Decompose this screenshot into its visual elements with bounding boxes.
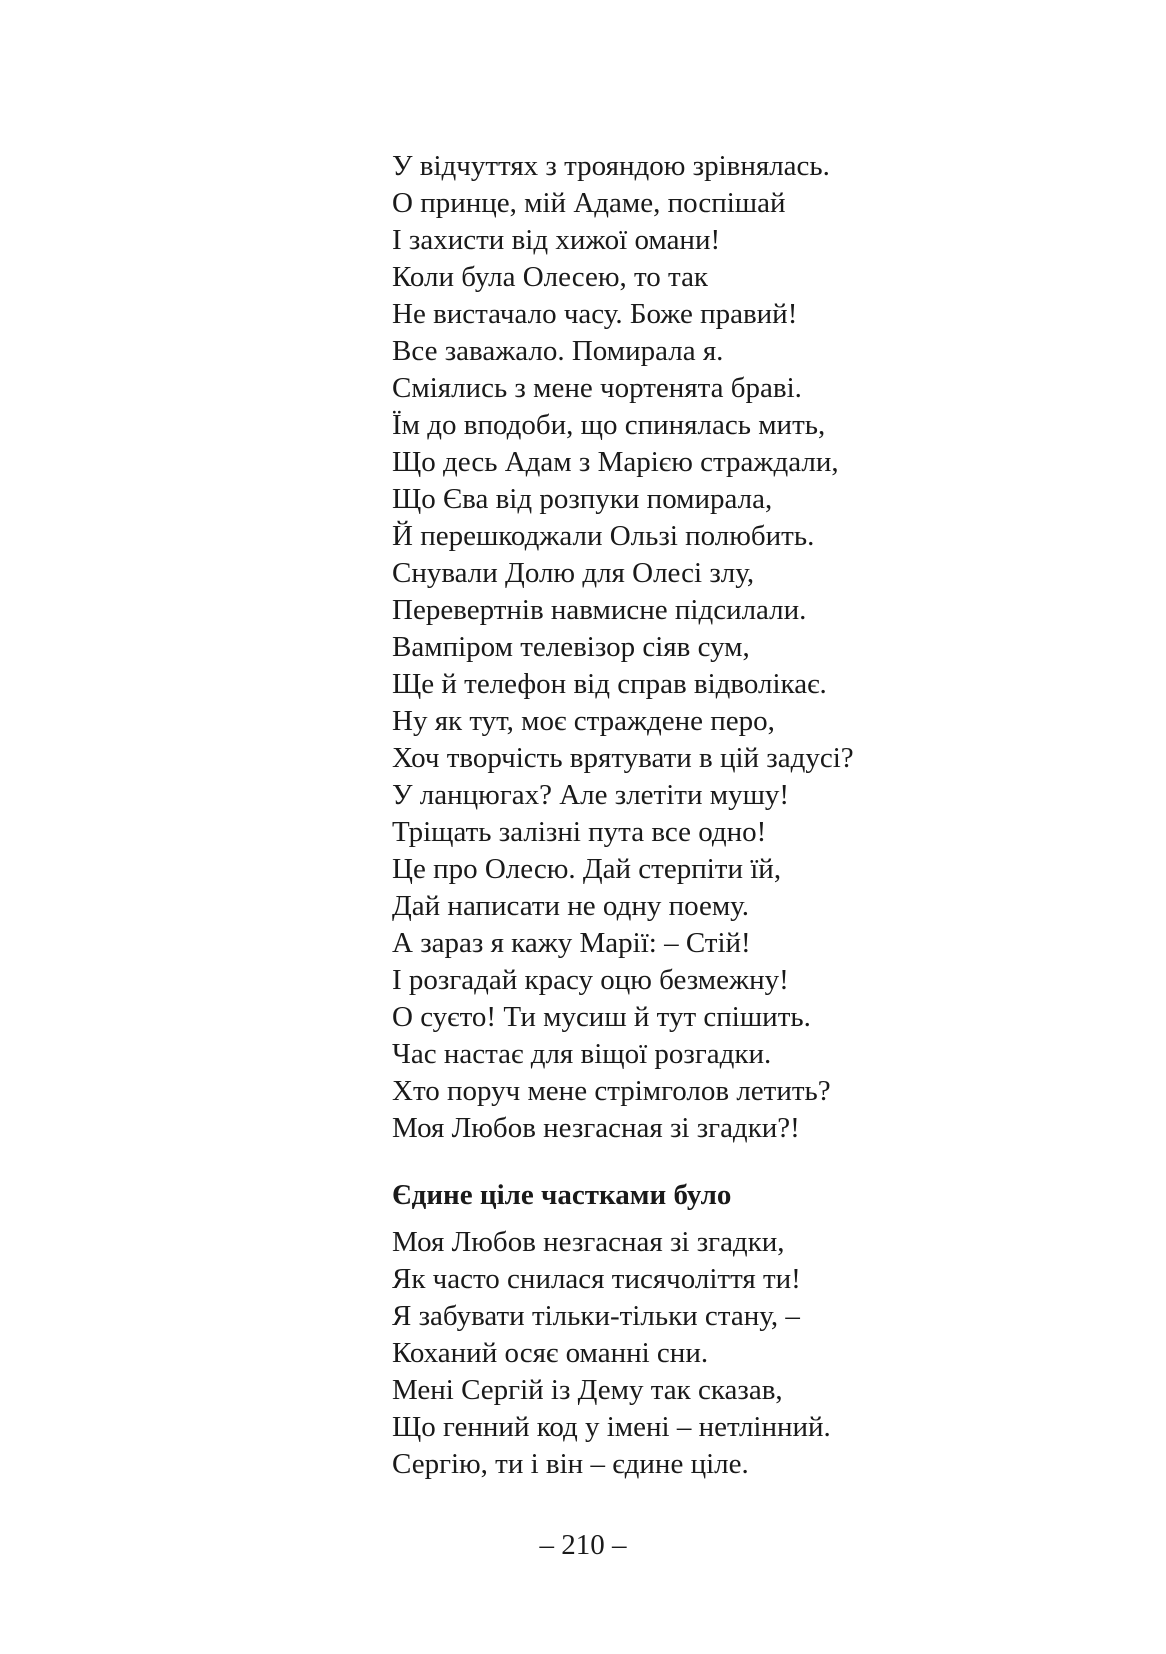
page-number: – 210 – — [539, 1529, 627, 1561]
text-block — [392, 148, 1012, 1483]
poem-line: Ну як тут, моє страждене перо, — [392, 705, 775, 737]
poem-line: Моя Любов незгасная зі згадки, — [392, 1226, 785, 1258]
poem-line: Їм до вподоби, що спинялась мить, — [392, 409, 826, 441]
poem-line: Як часто снилася тисячоліття ти! — [392, 1263, 801, 1295]
poem-line: Сергію, ти і він – єдине ціле. — [392, 1448, 749, 1480]
poem-line: Коли була Олесею, то так — [392, 261, 709, 293]
poem-line: Вампіром телевізор сіяв сум, — [392, 631, 750, 663]
poem-line: О суєто! Ти мусиш й тут спішить. — [392, 1001, 811, 1033]
poem-line: І розгадай красу оцю безмежну! — [392, 964, 789, 996]
poem-line: Я забувати тільки-тільки стану, – — [392, 1300, 800, 1332]
poem-line: Що Єва від розпуки помирала, — [392, 483, 773, 515]
poem-line: Що генний код у імені – нетлінний. — [392, 1411, 831, 1443]
poem-line: Все заважало. Помирала я. — [392, 335, 724, 367]
poem-line: Моя Любов незгасная зі згадки?! — [392, 1112, 800, 1144]
poem-line: І захисти від хижої омани! — [392, 224, 721, 256]
poem-body — [392, 1224, 1012, 1483]
poem-line: Мені Сергій із Дему так сказав, — [392, 1374, 783, 1406]
poem-line: Час настає для віщої розгадки. — [392, 1038, 772, 1070]
poem-line: Й перешкоджали Ользі полюбить. — [392, 520, 815, 552]
poem-continuation — [392, 148, 1012, 1147]
poem-line: Не вистачало часу. Боже правий! — [392, 298, 798, 330]
poem-line: Що десь Адам з Марією страждали, — [392, 446, 839, 478]
poem-line: Сміялись з мене чортенята браві. — [392, 372, 802, 404]
poem-line: О принце, мій Адаме, поспішай — [392, 187, 786, 219]
poem-line: Ще й телефон від справ відволікає. — [392, 668, 827, 700]
poem-line: Тріщать залізні пута все одно! — [392, 816, 767, 848]
poem-line: У відчуттях з трояндою зрівнялась. — [392, 150, 830, 182]
poem-line: Перевертнів навмисне підсилали. — [392, 594, 807, 626]
poem-line: Коханий осяє оманні сни. — [392, 1337, 709, 1369]
poem-line: Хто поруч мене стрімголов летить? — [392, 1075, 831, 1107]
poem-line: У ланцюгах? Але злетіти мушу! — [392, 779, 790, 811]
poem-line: Це про Олесю. Дай стерпіти їй, — [392, 853, 782, 885]
poem-line: Снували Долю для Олесі злу, — [392, 557, 755, 589]
poem-title: Єдине ціле частками було — [392, 1179, 732, 1211]
poem-line: Хоч творчість врятувати в цій задусі? — [392, 742, 854, 774]
poem-line: А зараз я кажу Марії: – Стій! — [392, 927, 751, 959]
poem-line: Дай написати не одну поему. — [392, 890, 750, 922]
